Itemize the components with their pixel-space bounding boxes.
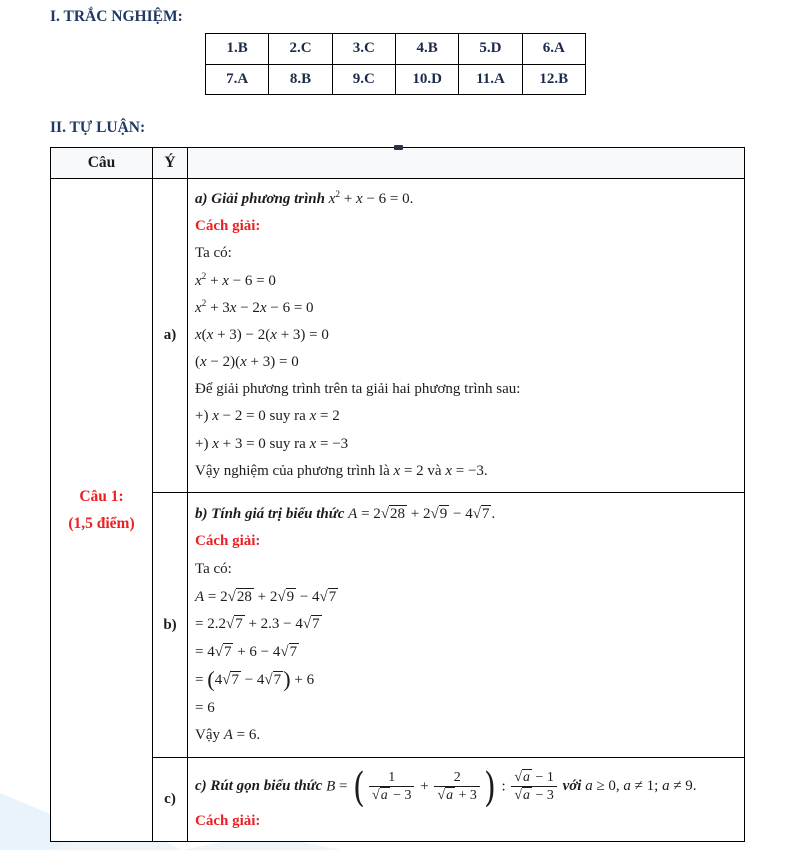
solution-row-b	[153, 493, 744, 758]
column-header-cau: Câu	[51, 148, 153, 178]
content-line	[195, 616, 738, 633]
content-line	[195, 533, 738, 550]
text-run: Ta có:	[195, 561, 232, 578]
content-line	[195, 436, 738, 453]
answer-cell: 1.B	[226, 40, 248, 57]
content-line	[195, 463, 738, 480]
content-line	[195, 700, 738, 717]
solution-heading: Cách giải:	[195, 813, 261, 830]
essay-table-header-row	[51, 148, 744, 179]
solution-row-c	[153, 758, 744, 841]
question-points: (1,5 điểm)	[68, 514, 135, 532]
question-cell	[51, 179, 153, 841]
content-line	[195, 506, 738, 523]
answer-row	[206, 64, 585, 95]
part-heading: với	[558, 778, 586, 795]
part-c-content	[188, 758, 744, 841]
math-expression: = 4√7 + 6 − 4√7	[195, 644, 298, 661]
part-a-content	[188, 179, 744, 492]
content-line	[195, 561, 738, 578]
content-line	[195, 245, 738, 262]
math-expression: $x^2 + x - 6 = 0$.	[328, 190, 414, 208]
math-expression: x(x + 3) − 2(x + 3) = 0	[195, 326, 329, 343]
sqrt-radical: √7	[225, 616, 243, 633]
solution-row-a	[153, 179, 744, 493]
math-expression: +) x − 2 = 0 suy ra x = 2	[195, 408, 340, 425]
column-header-content	[188, 148, 744, 178]
answer-cell: 2.C	[268, 34, 331, 64]
content-line	[195, 408, 738, 425]
content-line	[195, 327, 738, 344]
fraction: $\frac{√a - 1}{√a - 3}$	[511, 769, 556, 805]
text-run: Ta có:	[195, 245, 232, 262]
content-line	[195, 273, 738, 290]
answer-cell: 10.D	[395, 65, 458, 95]
sqrt-radical: √7	[302, 616, 320, 633]
essay-heading: II. TỰ LUẬN:	[50, 119, 146, 136]
answer-cell: 5.D	[458, 34, 521, 64]
superscript: 2	[201, 271, 207, 282]
sqrt-radical: √7	[222, 671, 239, 688]
clipped-text-artifact	[394, 145, 403, 150]
math-expression: Vậy nghiệm của phương trình là x = 2 và x = −3.	[195, 462, 488, 479]
part-a-label: a)	[153, 179, 188, 492]
math-expression: A = 2√28 + 2√9 − 4√7	[195, 588, 337, 605]
question-label: Câu 1:	[79, 487, 124, 505]
answer-cell: 8.B	[268, 65, 331, 95]
column-header-y: Ý	[153, 148, 188, 178]
fraction: $\frac{1}{√a - 3}$	[369, 769, 414, 805]
answer-cell: 3.C	[332, 34, 395, 64]
sqrt-radical: √28	[227, 588, 252, 605]
math-expression: B = ( $\frac{1}{√a - 3}$ + $\frac{2}{√a + 3}$ ) : $\frac{√a - 1}{√a - 3}$	[326, 769, 559, 805]
sqrt-radical: √a	[514, 769, 530, 785]
sqrt-radical: √a	[514, 788, 530, 804]
sqrt-radical: √9	[430, 505, 448, 522]
answer-row	[206, 34, 585, 64]
part-heading: c) Rút gọn biểu thức	[195, 778, 327, 795]
content-line	[195, 191, 738, 208]
fraction: $\frac{2}{√a + 3}$	[434, 769, 479, 805]
math-expression: $x^2 + 3x - 2x - 6 = 0$	[195, 298, 314, 316]
answer-cell: 11.A	[458, 65, 521, 95]
content-line	[195, 762, 738, 811]
superscript: 2	[335, 190, 341, 201]
essay-table-body	[51, 179, 744, 841]
multiple-choice-heading: I. TRẮC NGHIỆM:	[50, 8, 183, 25]
text-run: Để giải phương trình trên ta giải hai phương trình sau:	[195, 381, 521, 398]
part-c-label: c)	[153, 758, 188, 841]
sqrt-radical: √7	[214, 644, 232, 661]
math-expression: A = 2√28 + 2√9 − 4√7 .	[348, 505, 496, 522]
content-line	[195, 727, 738, 744]
content-line	[195, 589, 738, 606]
content-line	[195, 300, 738, 317]
paren: (	[207, 666, 215, 692]
content-line	[195, 644, 738, 661]
sqrt-radical: √9	[277, 588, 295, 605]
answer-cell: 7.A	[226, 70, 249, 87]
sqrt-radical: √a	[372, 788, 388, 804]
sqrt-radical: √a	[437, 788, 454, 804]
math-expression: $x^2 + x - 6 = 0$	[195, 271, 276, 289]
math-expression: a ≥ 0, a ≠ 1; a ≠ 9.	[585, 778, 697, 795]
math-expression: Vậy A = 6.	[195, 727, 261, 744]
part-heading: a) Giải phương trình	[195, 191, 329, 208]
answer-cell: 12.B	[522, 65, 585, 95]
content-line	[195, 813, 738, 830]
essay-table	[50, 147, 745, 842]
math-expression: = 2.2√7 + 2.3 − 4√7	[195, 616, 320, 633]
answer-table	[205, 33, 586, 95]
sqrt-radical: √7	[280, 644, 298, 661]
answer-cell: 4.B	[395, 34, 458, 64]
math-expression: = (4√7 − 4√7) + 6	[195, 666, 315, 692]
part-b-content	[188, 493, 744, 757]
content-line	[195, 666, 738, 692]
sqrt-radical: √28	[380, 505, 406, 522]
content-line	[195, 218, 738, 235]
paren: )	[283, 666, 291, 692]
part-heading: b) Tính giá trị biểu thức	[195, 505, 349, 522]
part-b-label: b)	[153, 493, 188, 757]
solution-heading: Cách giải:	[195, 533, 261, 550]
content-line	[195, 381, 738, 398]
answer-cell: 9.C	[332, 65, 395, 95]
math-expression: (x − 2)(x + 3) = 0	[195, 354, 299, 371]
solution-rows	[153, 179, 744, 841]
superscript: 2	[201, 298, 207, 309]
math-expression: +) x + 3 = 0 suy ra x = −3	[195, 435, 349, 452]
sqrt-radical: √7	[319, 588, 337, 605]
solution-heading: Cách giải:	[195, 218, 261, 235]
answer-cell: 6.A	[522, 34, 585, 64]
content-line	[195, 354, 738, 371]
math-expression: = 6	[195, 699, 215, 716]
sqrt-radical: √7	[264, 671, 282, 688]
sqrt-radical: √7	[472, 505, 490, 522]
